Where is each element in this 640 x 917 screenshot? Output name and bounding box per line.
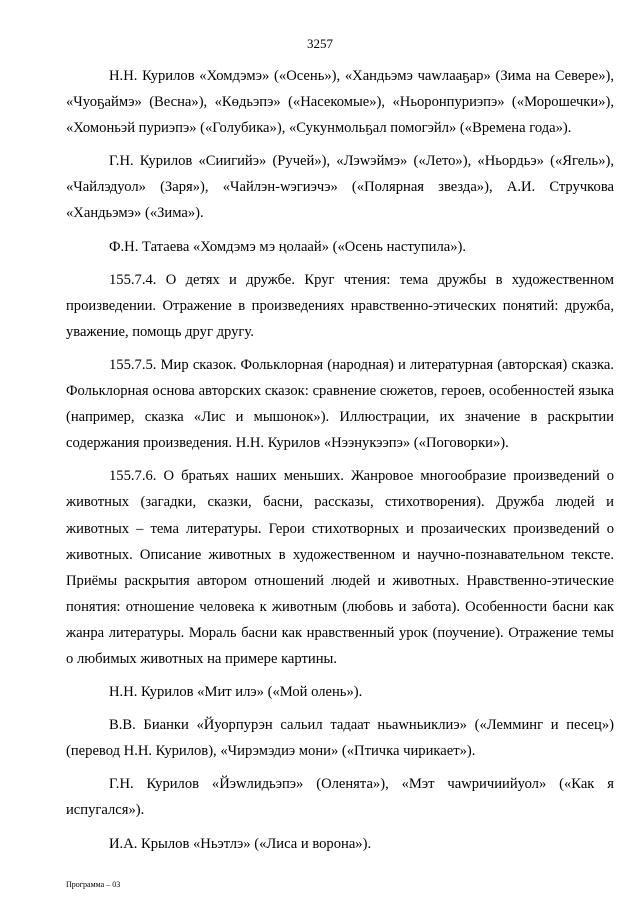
page-number: 3257	[307, 36, 333, 51]
page-footer: Программа – 03	[66, 880, 121, 889]
paragraph: 155.7.4. О детях и дружбе. Круг чтения: тема дружбы в художественном произведении. Отражение в произведениях нравственно-этических понятий: дружба, уважение, помощь друг другу.	[66, 271, 614, 340]
paragraph: Г.Н. Курилов «Сиигийэ» (Ручей»), «Лэwэймэ» («Лето»), «Ньордьэ» («Ягель»), «Чайлэдуол» (Заря»), «Чайлэн-wэгиэчэ» («Полярная звезда»), А.И. Стручкова «Хандьэмэ» («Зима»).	[66, 153, 614, 222]
paragraph: Г.Н. Курилов «Йэwлидьэпэ» (Оленята»), «Мэт чаwричиийуол» («Как я испугался»).	[66, 776, 614, 819]
paragraph: 155.7.5. Мир сказок. Фольклорная (народная) и литературная (авторская) сказка. Фольклорная основа авторских сказок: сравнение сюжетов, героев, особенностей языка (например, сказка «Лис и мышонок»). Иллюстрации, их значение в раскрытии содержания произведения. Н.Н. Курилов «Нээнукээпэ» («Поговорки»).	[66, 356, 614, 452]
paragraph: Ф.Н. Татаева «Хомдэмэ мэ ңолаай» («Осень наступила»).	[109, 238, 467, 255]
paragraph: В.В. Бианки «Йуорпурэн сальил тадаат ньаwньиклиэ» («Лемминг и песец») (перевод Н.Н. Курилов), «Чирэмэдиэ мони» («Птичка чирикает»).	[66, 717, 614, 760]
paragraph: Н.Н. Курилов «Хомдэмэ» («Осень»), «Хандьэмэ чаwлааҕар» (Зима на Севере»), «Чуоҕаймэ» (Весна»), «Көдьэпэ» («Насекомые»), «Ньоронпуриэпэ» («Морошечки»), «Хомоньэй пуриэпэ» («Голубика»), «Сукунмольҕал помогэйл» («Времена года»).	[66, 68, 614, 137]
paragraph: И.А. Крылов «Ньэтлэ» («Лиса и ворона»).	[109, 835, 372, 852]
paragraph: 155.7.6. О братьях наших меньших. Жанровое многообразие произведений о животных (загадки, сказки, басни, рассказы, стихотворения). Дружба людей и животных – тема литературы. Герои стихотворных и прозаических произведений о животных. Описание животных в художественном и научно-познавательном тексте. Приёмы раскрытия автором отношений людей и животных. Нравственно-этические понятия: отношение человека к животным (любовь и забота). Особенности басни как жанра литературы. Мораль басни как нравственный урок (поучение). Отражение темы о любимых животных на примере картины.	[66, 468, 614, 667]
paragraph: Н.Н. Курилов «Мит илэ» («Мой олень»).	[109, 684, 363, 701]
body-text	[66, 63, 614, 864]
